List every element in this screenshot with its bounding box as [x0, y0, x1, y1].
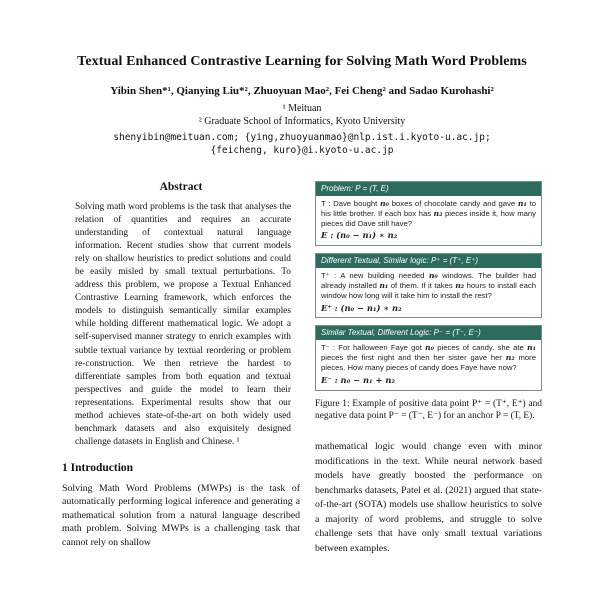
figure-box-negative-text: T⁻ : For halloween Faye got n₀ pieces of candy. she ate n₁ pieces the first night and then her sister gave her n₂ more pieces. How many pieces of candy does Faye have now?: [321, 343, 536, 372]
left-column: [62, 181, 300, 556]
figure-box-positive-body: [316, 268, 541, 317]
figure-caption: Figure 1: Example of positive data point P⁺ = (T⁺, E⁺) and negative data point P⁻ = (T⁻, E⁻) for an anchor P = (T, E).: [315, 398, 542, 422]
affiliation-2: ² Graduate School of Informatics, Kyoto University: [198, 116, 406, 127]
paper-title: Textual Enhanced Contrastive Learning for Solving Math Word Problems: [77, 54, 527, 69]
affiliation-1: ¹ Meituan: [282, 103, 322, 114]
figure-1: [315, 181, 542, 423]
figure-box-problem: [315, 181, 542, 246]
figure-box-problem-equation: E : (n₀ − n₁) ∗ n₂: [321, 230, 398, 241]
right-column-text: mathematical logic would change even with minor modifications in the text. While neural network based models have greatly boosted the performance on benchmarks datasets, Patel et al. (2021) argued that state-of-the-art (SOTA) models use shallow heuristics to solve a majority of word problems, and struggle to solve challenge sets that have only small textual variations between examples.: [315, 441, 542, 554]
right-column: [315, 181, 542, 556]
intro-text: Solving Math Word Problems (MWPs) is the task of automatically performing logical inference and generating a mathematical solution from a natural language described math problem. Solving MWPs is a challenging task that cannot rely on shallow: [62, 482, 300, 548]
email-line-1: shenyibin@meituan.com; {ying,zhuoyuanmao}@nlp.ist.i.kyoto-u.ac.jp;: [113, 132, 491, 143]
email-block: [62, 131, 542, 157]
abstract-heading: Abstract: [159, 181, 203, 193]
intro-heading: 1 Introduction: [62, 461, 134, 474]
figure-box-positive: [315, 253, 542, 318]
two-column-layout: [62, 181, 542, 556]
figure-box-problem-header: Problem: P = (T, E): [316, 182, 541, 196]
email-line-2: {feicheng, kuro}@i.kyoto-u.ac.jp: [210, 145, 394, 156]
authors-line: Yibin Shen*¹, Qianying Liu*², Zhuoyuan Mao², Fei Cheng² and Sadao Kurohashi²: [110, 85, 494, 97]
figure-box-negative-header: Similar Textual, Different Logic: P⁻ = (T⁻, E⁻): [316, 326, 541, 340]
figure-box-problem-text: T : Dave bought n₀ boxes of chocolate candy and gave n₁ to his little brother. If each box has n₂ pieces inside it, how many pieces did Dave still have?: [321, 199, 536, 228]
figure-box-positive-equation: E⁺ : (n₀ − n₁) ∗ n₂: [321, 302, 402, 313]
figure-box-positive-text: T⁺ : A new building needed n₀ windows. The builder had already installed n₁ of them. If it takes n₂ hours to install each window how long will it take him to install the rest?: [321, 271, 536, 300]
abstract-text: Solving math word problems is the task that analyses the relation of quantities and requires an accurate understanding of contextual natural language information. Recent studies show that current models rely on shallow heuristics to predict solutions and could be easily misled by small textual perturbations. To address this problem, we propose a Textual Enhanced Contrastive Learning framework, which enforces the models to distinguish semantically similar examples while holding different mathematical logic. We adopt a self-supervised manner strategy to enrich examples with subtle textual variance by textual reordering or problem re-construction. We then retrieve the hardest to differentiate samples from both equation and textual perspectives and guide the model to learn their representations. Experimental results show that our method achieves state-of-the-art on both widely used benchmark datasets and also exquisitely designed challenge datasets in English and Chinese. ¹: [75, 202, 291, 447]
figure-box-problem-body: [316, 196, 541, 245]
figure-box-negative-equation: E⁻ : n₀ − n₁ + n₂: [321, 374, 396, 385]
figure-box-positive-header: Different Textual, Similar logic: P⁺ = (T⁺, E⁺): [316, 254, 541, 268]
figure-box-negative: [315, 325, 542, 390]
figure-box-negative-body: [316, 340, 541, 389]
